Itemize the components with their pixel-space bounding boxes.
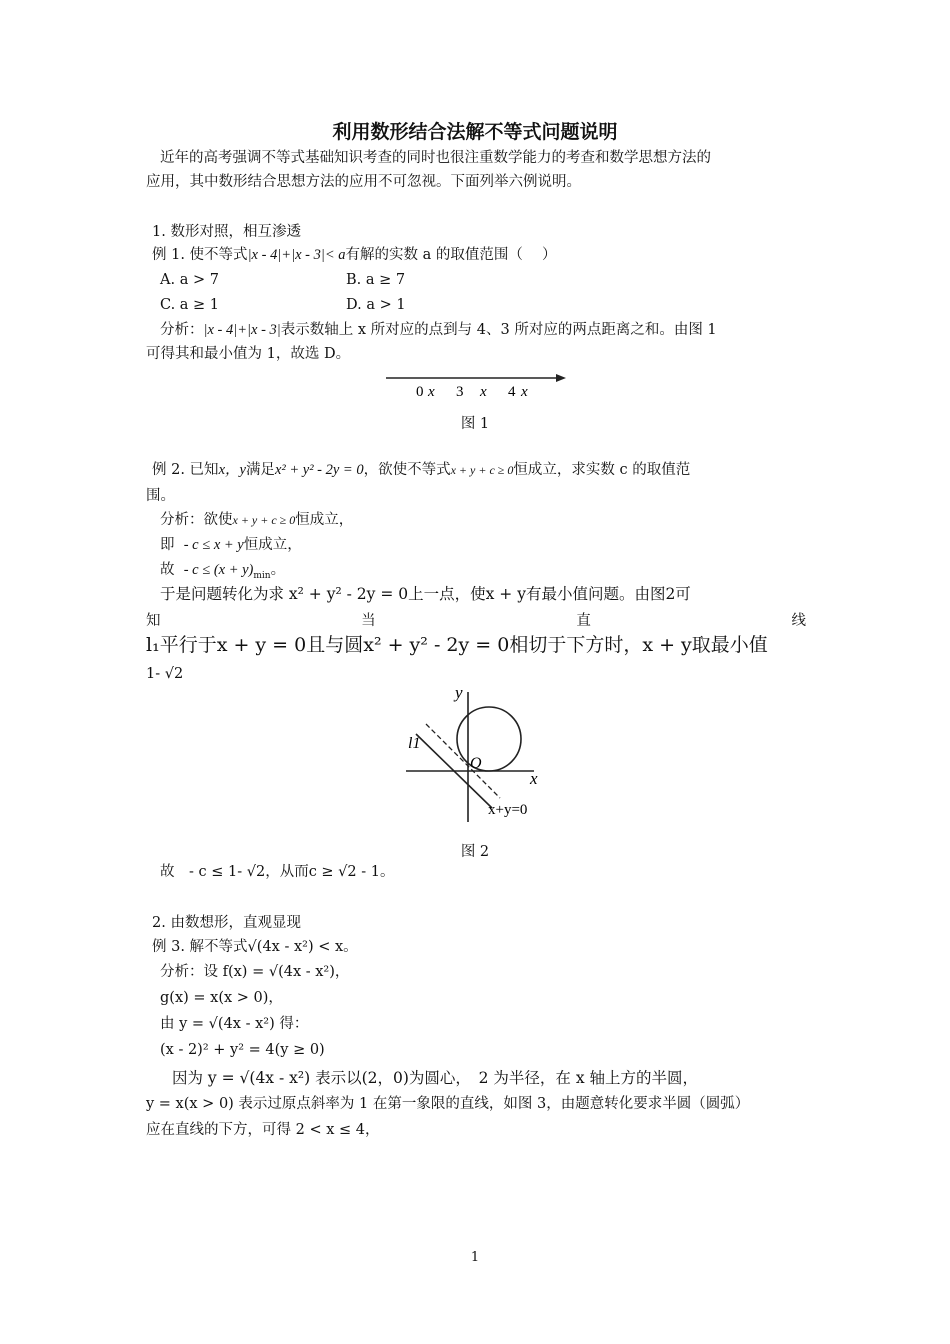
origin-label: O: [470, 755, 482, 772]
number-line-label-0: 0: [416, 384, 424, 400]
figure-2-graph: [398, 684, 558, 824]
number-line-label-3: 3: [456, 384, 464, 400]
page-title: 利用数形结合法解不等式问题说明: [332, 121, 618, 143]
analysis-2-a2-prefix: 即: [160, 537, 175, 553]
number-line-label-x2: x: [480, 384, 487, 400]
option-c: C. a ≥ 1: [160, 297, 220, 313]
analysis-2-a2-expression: - c ≤ x + y: [183, 537, 244, 553]
analysis-2-line-6: l₁平行于x + y = 0且与圆x² + y² - 2y = 0相切于下方时，x + y取最小值: [146, 634, 768, 656]
intro-line-1: 近年的高考强调不等式基础知识考查的同时也很注重数学能力的考查和数学思想方法的: [160, 150, 711, 166]
spread-word-4: 线: [791, 613, 806, 629]
analysis-2-suffix: 恒成立，: [295, 512, 354, 528]
analysis-3-line-6: y = x(x > 0) 表示过原点斜率为 1 在第一象限的直线，如图 3，由题意转化要求半圆（圆弧）: [146, 1096, 750, 1112]
example-3-question: 例 3. 解不等式√(4x - x²) < x。: [152, 939, 358, 955]
analysis-2-a3-suffix: 。: [270, 562, 286, 578]
analysis-2-a3-expression: - c ≤ (x + y): [183, 562, 254, 578]
figure-1-number-line: [380, 368, 580, 404]
example-1-expression: |x - 4|+|x - 3|< a: [247, 247, 346, 263]
analysis-2-a3-prefix: 故: [160, 562, 175, 578]
page-number: 1: [470, 1250, 480, 1265]
option-a: A. a > 7: [160, 272, 219, 288]
example-2-vars: x，y: [218, 462, 246, 478]
analysis-1-prefix: 分析：: [160, 322, 204, 338]
analysis-3-line-4: (x - 2)² + y² = 4(y ≥ 0): [160, 1042, 325, 1058]
analysis-2-line-4: 于是问题转化为求 x² + y² - 2y = 0上一点，使x + y有最小值问题。由图2可: [160, 585, 691, 603]
analysis-2-line-2: [160, 535, 820, 555]
example-2-suffix: 恒成立，求实数 c 的取值范: [513, 462, 691, 478]
example-2-line-2: 围。: [146, 488, 175, 504]
analysis-1-expression: |x - 4|+|x - 3|: [203, 322, 281, 338]
option-d: D. a > 1: [346, 297, 406, 313]
intro-line-2: 应用，其中数形结合思想方法的应用不可忽视。下面列举六例说明。: [146, 174, 581, 190]
number-line-label-x3: x: [521, 384, 528, 400]
analysis-3-line-2: g(x) = x(x > 0)，: [160, 990, 283, 1006]
example-1-analysis: [160, 320, 820, 340]
analysis-3-line-7: 应在直线的下方，可得 2 < x ≤ 4，: [146, 1122, 380, 1138]
analysis-1-suffix: 表示数轴上 x 所对应的点到与 4、3 所对应的两点距离之和。由图 1: [280, 322, 717, 338]
example-1-prefix: 例 1. 使不等式: [152, 247, 248, 263]
analysis-2-line-1: [160, 510, 820, 530]
analysis-2-expression: x + y + c ≥ 0: [232, 513, 296, 527]
l1-label: l1: [408, 735, 421, 752]
spread-word-2: 当: [361, 613, 376, 629]
spread-word-3: 直: [576, 613, 591, 629]
analysis-2-a2-suffix: 恒成立，: [243, 537, 302, 553]
number-line-arrow-icon: [556, 374, 566, 382]
analysis-2-line-7: 1- √2: [146, 666, 184, 682]
figure-2-caption: 图 2: [460, 844, 490, 860]
example-1-suffix: 有解的实数 a 的取值范围（ ）: [345, 247, 557, 263]
line-x-plus-y-zero: [426, 724, 500, 798]
analysis-3-line-5: 因为 y = √(4x - x²) 表示以(2，0)为圆心， 2 为半径，在 x 轴上方的半圆，: [172, 1069, 699, 1087]
example-2-conclusion: 故 - c ≤ 1- √2，从而c ≥ √2 - 1。: [160, 864, 395, 880]
example-2-equation: x² + y² - 2y = 0: [274, 462, 364, 478]
number-line-label-x1: x: [428, 384, 435, 400]
example-2-prefix: 例 2. 已知: [152, 462, 219, 478]
example-2-mid2: ，欲使不等式: [363, 462, 451, 478]
example-1-question: [152, 245, 812, 265]
number-line-label-4: 4: [508, 384, 516, 400]
line-equation-label: x+y=0: [488, 802, 528, 818]
example-2-inequality: x + y + c ≥ 0: [450, 463, 514, 477]
example-2-question: [152, 460, 812, 480]
analysis-1-line-2: 可得其和最小值为 1，故选 D。: [146, 346, 351, 362]
circle: [457, 707, 521, 771]
section-1-heading: 1. 数形对照，相互渗透: [152, 224, 301, 240]
y-axis-label: y: [455, 684, 463, 702]
analysis-2-line-3: [160, 560, 820, 586]
option-b: B. a ≥ 7: [346, 272, 406, 288]
x-axis-label: x: [530, 769, 538, 788]
section-2-heading: 2. 由数想形，直观显现: [152, 915, 301, 931]
analysis-2-prefix: 分析：欲使: [160, 512, 233, 528]
example-2-mid: 满足: [245, 462, 275, 478]
analysis-2-a3-min: min: [253, 570, 271, 581]
analysis-3-line-3: 由 y = √(4x - x²) 得：: [160, 1016, 309, 1032]
spread-word-1: 知: [146, 613, 161, 629]
analysis-3-line-1: 分析：设 f(x) = √(4x - x²)，: [160, 964, 350, 980]
figure-1-caption: 图 1: [460, 416, 490, 432]
analysis-2-line-5: [146, 611, 806, 631]
